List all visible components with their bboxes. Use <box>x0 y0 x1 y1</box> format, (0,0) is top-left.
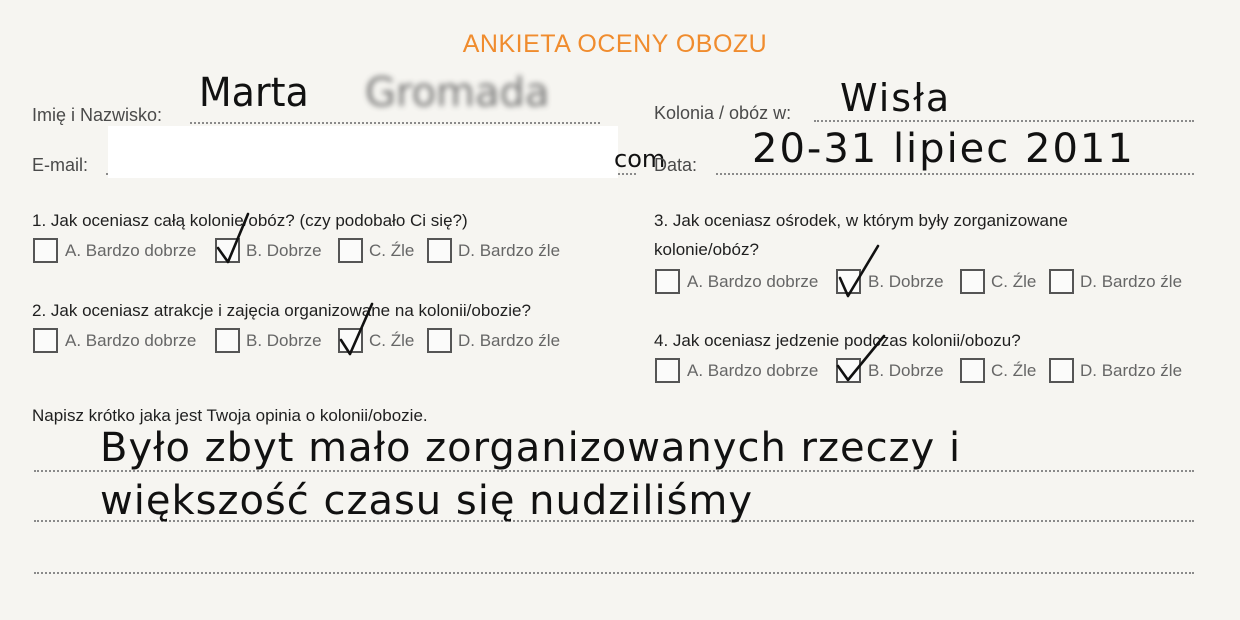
q2-checkbox-a[interactable] <box>33 328 58 353</box>
q3-option-d: D. Bardzo źle <box>1080 272 1183 291</box>
q4-checkbox-c[interactable] <box>960 358 985 383</box>
name-line <box>190 122 600 124</box>
name-label: Imię i Nazwisko: <box>32 105 163 125</box>
q2-option-b: B. Dobrze <box>246 331 322 350</box>
q4-checkbox-b[interactable] <box>836 358 861 383</box>
opinion-handwritten-line-2: większość czasu się nudziliśmy <box>100 478 754 524</box>
q3-checkbox-a[interactable] <box>655 269 680 294</box>
q4-option-d: D. Bardzo źle <box>1080 361 1183 380</box>
q4-checkbox-a[interactable] <box>655 358 680 383</box>
q3-option-b: B. Dobrze <box>868 272 944 291</box>
q1-checkbox-a[interactable] <box>33 238 58 263</box>
name-first-handwritten: Marta <box>198 70 309 116</box>
camp-line <box>814 120 1194 122</box>
email-redaction <box>108 126 618 178</box>
date-line <box>716 173 1194 175</box>
form-title: ANKIETA OCENY OBOZU <box>462 30 768 58</box>
question-1: 1. Jak oceniasz całą kolonie/obóz? (czy podobało Ci się?) <box>32 211 468 230</box>
question-2: 2. Jak oceniasz atrakcje i zajęcia organizowane na kolonii/obozie? <box>32 301 531 320</box>
name-last-blurred: Gromada <box>365 70 550 116</box>
q1-option-b: B. Dobrze <box>246 241 322 260</box>
q1-option-a: A. Bardzo dobrze <box>65 241 197 260</box>
camp-label: Kolonia / obóz w: <box>654 103 792 123</box>
q1-checkbox-d[interactable] <box>427 238 452 263</box>
question-4: 4. Jak oceniasz jedzenie podczas kolonii/obozu? <box>654 331 1021 350</box>
question-3-line-1: 3. Jak oceniasz ośrodek, w którym były zorganizowane <box>654 211 1068 230</box>
q1-option-d: D. Bardzo źle <box>458 241 561 260</box>
q3-option-a: A. Bardzo dobrze <box>687 272 819 291</box>
q2-option-d: D. Bardzo źle <box>458 331 561 350</box>
q4-option-a: A. Bardzo dobrze <box>687 361 819 380</box>
q4-option-b: B. Dobrze <box>868 361 944 380</box>
email-domain-handwritten: com <box>614 145 666 173</box>
q4-checkbox-d[interactable] <box>1049 358 1074 383</box>
q2-option-c: C. Źle <box>369 331 415 350</box>
q3-checkbox-b[interactable] <box>836 269 861 294</box>
q2-checkbox-c[interactable] <box>338 328 363 353</box>
email-label: E-mail: <box>32 155 89 175</box>
q1-checkbox-c[interactable] <box>338 238 363 263</box>
date-handwritten: 20-31 lipiec 2011 <box>752 126 1135 172</box>
q1-option-c: C. Źle <box>369 241 415 260</box>
q3-option-c: C. Źle <box>991 272 1037 291</box>
q2-checkbox-b[interactable] <box>215 328 240 353</box>
question-3-line-2: kolonie/obóz? <box>654 240 759 259</box>
q3-checkbox-d[interactable] <box>1049 269 1074 294</box>
camp-handwritten: Wisła <box>840 76 952 120</box>
q2-checkbox-d[interactable] <box>427 328 452 353</box>
q2-option-a: A. Bardzo dobrze <box>65 331 197 350</box>
opinion-prompt: Napisz krótko jaka jest Twoja opinia o kolonii/obozie. <box>32 406 428 425</box>
q4-option-c: C. Źle <box>991 361 1037 380</box>
q1-checkbox-b[interactable] <box>215 238 240 263</box>
opinion-handwritten-line-1: Było zbyt mało zorganizowanych rzeczy i <box>100 425 962 471</box>
date-label: Data: <box>654 155 698 175</box>
q3-checkbox-c[interactable] <box>960 269 985 294</box>
opinion-line-3 <box>34 572 1194 574</box>
